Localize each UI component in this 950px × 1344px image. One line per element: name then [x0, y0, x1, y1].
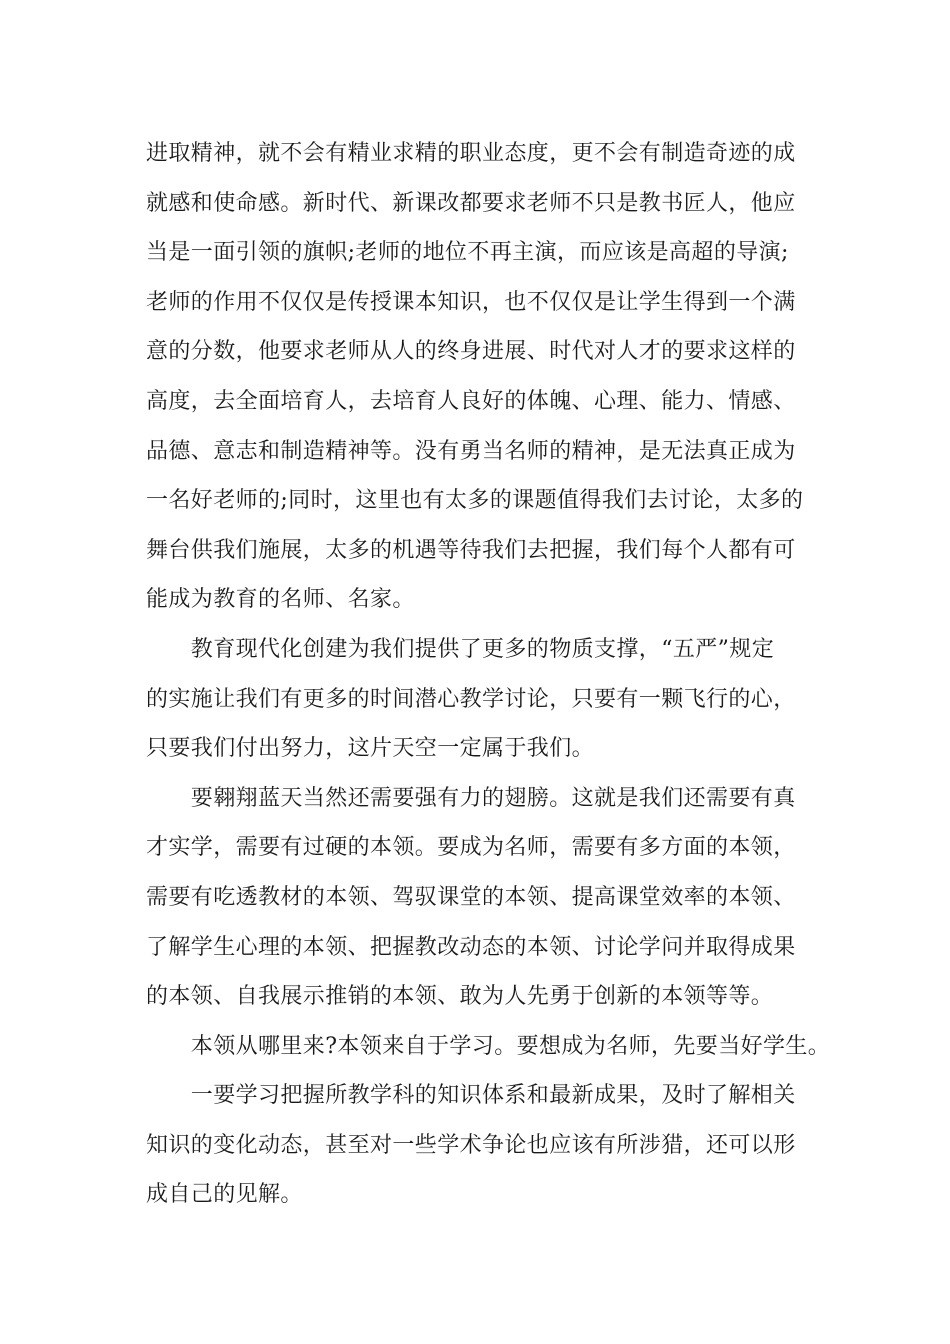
- text-line: 要翱翔蓝天当然还需要强有力的翅膀。这就是我们还需要有真: [146, 785, 796, 811]
- text-line: 能成为教育的名师、名家。: [146, 587, 415, 613]
- text-line: 只要我们付出努力，这片天空一定属于我们。: [146, 736, 595, 762]
- text-line: 就感和使命感。新时代、新课改都要求老师不只是教书匠人，他应: [146, 190, 796, 216]
- text-line: 了解学生心理的本领、把握教改动态的本领、讨论学问并取得成果: [146, 934, 796, 960]
- text-line: 意的分数，他要求老师从人的终身进展、时代对人才的要求这样的: [146, 339, 796, 365]
- text-line: 的本领、自我展示推销的本领、敢为人先勇于创新的本领等等。: [146, 984, 774, 1010]
- body-text: [146, 129, 831, 1220]
- text-line: 的实施让我们有更多的时间潜心教学讨论，只要有一颗飞行的心，: [146, 686, 796, 712]
- text-line: 舞台供我们施展，太多的机遇等待我们去把握，我们每个人都有可: [146, 537, 796, 563]
- text-line: 成自己的见解。: [146, 1182, 303, 1208]
- text-line: 老师的作用不仅仅是传授课本知识，也不仅仅是让学生得到一个满: [146, 289, 796, 315]
- text-line: 知识的变化动态，甚至对一些学术争论也应该有所涉猎，还可以形: [146, 1132, 796, 1158]
- text-line: 才实学，需要有过硬的本领。要成为名师，需要有多方面的本领，: [146, 835, 796, 861]
- text-line: 当是一面引领的旗帜;老师的地位不再主演，而应该是高超的导演;: [146, 240, 789, 266]
- text-line: 品德、意志和制造精神等。没有勇当名师的精神，是无法真正成为: [146, 438, 796, 464]
- text-line: 教育现代化创建为我们提供了更多的物质支撑，“五严”规定: [146, 636, 775, 662]
- text-line: 一要学习把握所教学科的知识体系和最新成果，及时了解相关: [146, 1083, 796, 1109]
- text-line: 高度，去全面培育人，去培育人良好的体魄、心理、能力、情感、: [146, 388, 796, 414]
- text-line: 需要有吃透教材的本领、驾驭课堂的本领、提高课堂效率的本领、: [146, 884, 796, 910]
- text-line: 进取精神，就不会有精业求精的职业态度，更不会有制造奇迹的成: [146, 141, 796, 166]
- text-line: 一名好老师的;同时，这里也有太多的课题值得我们去讨论，太多的: [146, 488, 804, 514]
- text-line: 本领从哪里来?本领来自于学习。要想成为名师，先要当好学生。: [146, 1033, 831, 1059]
